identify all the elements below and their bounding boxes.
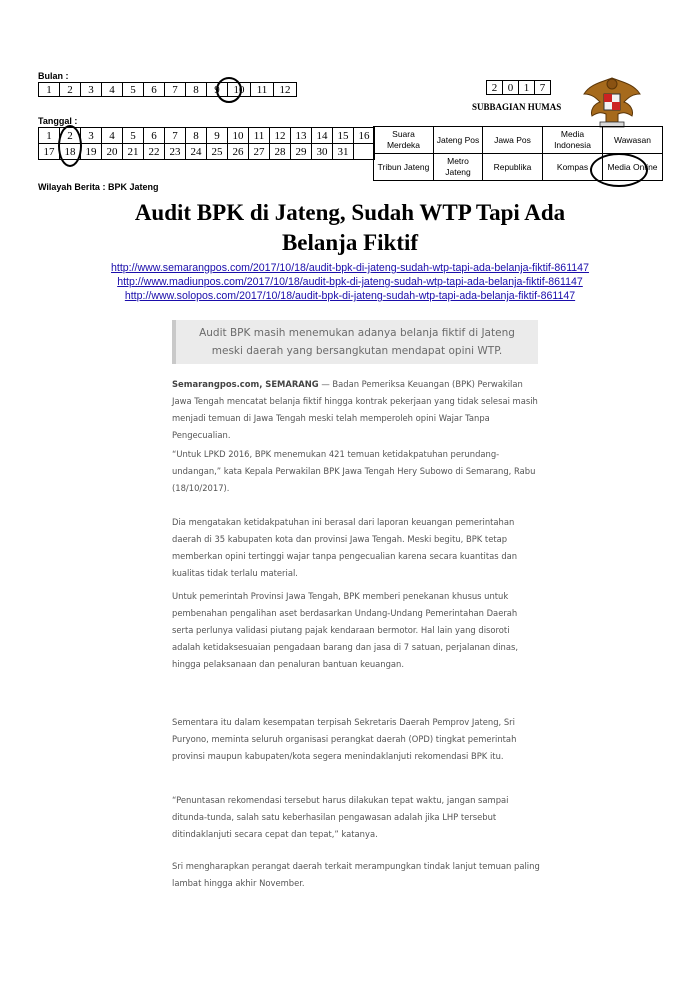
tanggal-label: Tanggal : — [38, 116, 78, 126]
month-cell: 7 — [165, 83, 186, 97]
month-cell: 3 — [81, 83, 102, 97]
month-selection-circle — [216, 77, 242, 103]
month-cell: 11 — [251, 83, 274, 97]
wilayah-berita: Wilayah Berita : BPK Jateng — [38, 182, 159, 192]
date-cell: 7 — [165, 128, 186, 144]
year-digit: 1 — [519, 81, 535, 95]
date-cell: 15 — [333, 128, 354, 144]
date-cell: 30 — [312, 144, 333, 160]
date-cell: 28 — [270, 144, 291, 160]
date-cell: 13 — [291, 128, 312, 144]
month-cell: 1 — [39, 83, 60, 97]
date-cell: 27 — [249, 144, 270, 160]
date-cell: 10 — [228, 128, 249, 144]
media-cell: Republika — [483, 154, 543, 181]
year-grid — [486, 80, 551, 95]
month-cell: 9 — [207, 83, 228, 97]
date-cell: 16 — [354, 128, 375, 144]
media-cell: Jateng Pos — [434, 127, 483, 154]
date-cell: 17 — [39, 144, 60, 160]
date-cell: 25 — [207, 144, 228, 160]
date-cell: 22 — [144, 144, 165, 160]
media-cell: Wawasan — [603, 127, 663, 154]
date-grid — [38, 127, 375, 160]
date-cell: 21 — [123, 144, 144, 160]
paragraph-text: — Badan Pemeriksa Keuangan (BPK) Perwakilan Jawa Tengah mencatat belanja fiktif hingga kontrak pekerjaan yang tidak selesai masih menjadi temuan di Jawa Tengah meski telah memperoleh opini Wajar Tanpa Pengecualian. — [172, 379, 538, 440]
source-link-semarangpos[interactable]: http://www.semarangpos.com/2017/10/18/audit-bpk-di-jateng-sudah-wtp-tapi-ada-belanja-fiktif-861147 — [111, 262, 589, 274]
subbagian-humas: SUBBAGIAN HUMAS — [472, 102, 562, 112]
year-digit: 2 — [487, 81, 503, 95]
paragraph: Dia mengatakan ketidakpatuhan ini berasal dari laporan keuangan pemerintahan daerah di 35 kabupaten kota dan provinsi Jawa Tengah. Meski begitu, BPK tetap memberkan opini tertinggi wajar tanpa pengecualian karena secara kuantitas dan kualitas tidak terlalu material. — [172, 517, 518, 578]
date-cell: 20 — [102, 144, 123, 160]
article-clipping — [162, 310, 542, 890]
date-cell: 11 — [249, 128, 270, 144]
media-cell: Tribun Jateng — [374, 154, 434, 181]
date-cell: 6 — [144, 128, 165, 144]
date-cell: 19 — [81, 144, 102, 160]
paragraph: Sementara itu dalam kesempatan terpisah Sekretaris Daerah Pemprov Jateng, Sri Puryono, meminta seluruh organisasi perangkat daerah (OPD) tingkat pemerintah provinsi maupun kabupaten/kota segera menindaklanjuti rekomendasi BPK itu. — [172, 717, 517, 761]
month-cell: 5 — [123, 83, 144, 97]
source-link-madiunpos[interactable]: http://www.madiunpos.com/2017/10/18/audit-bpk-di-jateng-sudah-wtp-tapi-ada-belanja-fiktif-861147 — [117, 276, 583, 288]
media-selection-circle — [590, 153, 648, 187]
date-cell: 31 — [333, 144, 354, 160]
date-cell: 29 — [291, 144, 312, 160]
year-digit: 7 — [535, 81, 551, 95]
media-cell: Jawa Pos — [483, 127, 543, 154]
month-grid — [38, 82, 297, 97]
bulan-label: Bulan : — [38, 71, 69, 81]
month-cell: 12 — [274, 83, 297, 97]
date-cell: 23 — [165, 144, 186, 160]
date-cell: 26 — [228, 144, 249, 160]
title-line: Belanja Fiktif — [281, 230, 419, 255]
dateline: Semarangpos.com, SEMARANG — [172, 379, 319, 389]
date-cell: 14 — [312, 128, 333, 144]
pull-quote: Audit BPK masih menemukan adanya belanja fiktif di Jateng meski daerah yang bersangkutan mendapat opini WTP. — [172, 320, 538, 364]
title-line: Audit BPK di Jateng, Sudah WTP Tapi Ada — [134, 200, 566, 225]
date-cell: 5 — [123, 128, 144, 144]
month-cell: 6 — [144, 83, 165, 97]
date-cell — [354, 144, 375, 160]
date-selection-circle — [58, 125, 82, 167]
paragraph: “Penuntasan rekomendasi tersebut harus dilakukan tepat waktu, jangan sampai ditunda-tunda, salah satu keberhasilan pengawasan adalah jika LHP tersebut ditindaklanjuti secara cepat dan tepat,” katanya. — [172, 795, 509, 839]
date-cell: 24 — [186, 144, 207, 160]
article-title — [60, 198, 640, 258]
paragraph: Sri mengharapkan perangat daerah terkait merampungkan tindak lanjut temuan paling lambat hingga akhir November. — [172, 861, 540, 888]
date-cell-selected: 18 — [60, 144, 81, 160]
media-cell: Suara Merdeka — [374, 127, 434, 154]
media-cell: Metro Jateng — [434, 154, 483, 181]
media-cell-selected: Media Online — [603, 154, 663, 181]
garuda-emblem-icon — [582, 72, 642, 130]
date-cell: 3 — [81, 128, 102, 144]
paragraph — [172, 376, 540, 444]
month-cell: 8 — [186, 83, 207, 97]
source-links — [60, 261, 640, 303]
month-cell: 2 — [60, 83, 81, 97]
media-cell: Media Indonesia — [543, 127, 603, 154]
date-cell: 4 — [102, 128, 123, 144]
date-cell: 12 — [270, 128, 291, 144]
paragraph: “Untuk LPKD 2016, BPK menemukan 421 temuan ketidakpatuhan perundang-undangan,” kata Kepala Perwakilan BPK Jawa Tengah Hery Subowo di Semarang, Rabu (18/10/2017). — [172, 449, 536, 493]
date-cell: 8 — [186, 128, 207, 144]
date-cell: 1 — [39, 128, 60, 144]
year-digit: 0 — [503, 81, 519, 95]
media-cell: Kompas — [543, 154, 603, 181]
month-cell-selected: 10 — [228, 83, 251, 97]
paragraph: Untuk pemerintah Provinsi Jawa Tengah, BPK memberi penekanan khusus untuk pembenahan pengalihan aset berdasarkan Undang-Undang Pemerintahan Daerah serta perlunya validasi piutang pajak kendaraan bermotor. Hal lain yang disoroti adalah ketidaksesuaian pengadaan barang dan jasa di 7 satuan, perjalanan dinas, hingga pelaksanaan dan penaluran bantuan keuangan. — [172, 591, 518, 669]
source-link-solopos[interactable]: http://www.solopos.com/2017/10/18/audit-bpk-di-jateng-sudah-wtp-tapi-ada-belanja-fiktif-861147 — [124, 290, 576, 302]
date-cell: 2 — [60, 128, 81, 144]
month-cell: 4 — [102, 83, 123, 97]
date-cell: 9 — [207, 128, 228, 144]
